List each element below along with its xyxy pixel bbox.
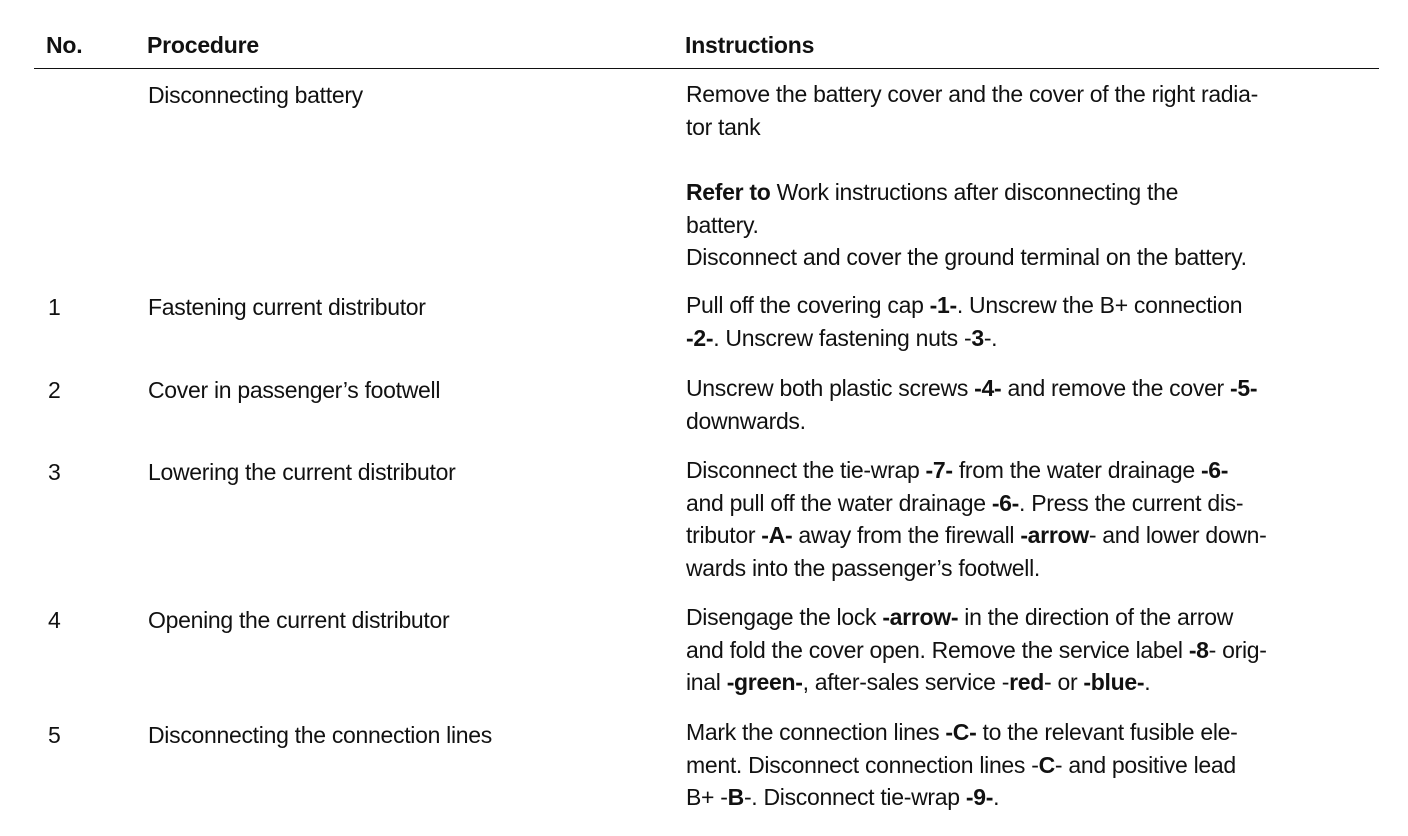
row-instructions <box>686 601 1267 699</box>
instruction-line: Mark the connection lines -C- to the relevant fusible ele- <box>686 719 1238 745</box>
header-rule <box>34 68 1379 69</box>
instruction-line: Disengage the lock -arrow- in the direction of the arrow <box>686 604 1234 630</box>
row-instructions <box>686 289 1242 354</box>
row-instructions <box>686 372 1257 437</box>
instruction-line: and pull off the water drainage -6-. Press the current dis- <box>686 489 1244 516</box>
row-procedure: Disconnecting battery <box>148 82 363 108</box>
instruction-line: tributor -A- away from the firewall -arrow- and lower down- <box>686 522 1267 548</box>
row-number: 5 <box>48 722 61 748</box>
header-procedure: Procedure <box>147 32 259 58</box>
row-procedure: Cover in passenger’s footwell <box>148 377 441 403</box>
instruction-line: Refer to Work instructions after disconnecting the <box>686 179 1179 205</box>
instruction-line: wards into the passenger’s footwell. <box>686 554 1040 581</box>
row-instructions <box>686 716 1238 814</box>
instruction-line: Unscrew both plastic screws -4- and remove the cover -5- <box>686 375 1258 401</box>
row-instructions <box>686 454 1267 584</box>
row-number: 1 <box>48 294 61 320</box>
row-procedure: Fastening current distributor <box>148 294 426 320</box>
instruction-line: tor tank <box>686 113 761 140</box>
instruction-line: and fold the cover open. Remove the service label -8- orig- <box>686 636 1267 663</box>
header-no: No. <box>46 32 83 58</box>
row-procedure: Lowering the current distributor <box>148 459 456 485</box>
row-number: 4 <box>48 607 61 633</box>
row-number: 3 <box>48 459 61 485</box>
instruction-line: -2-. Unscrew fastening nuts -3-. <box>686 324 998 351</box>
instruction-line: Remove the battery cover and the cover of the right radia- <box>686 81 1258 107</box>
instruction-line: inal -green-, after-sales service -red- or -blue-. <box>686 669 1151 695</box>
instruction-line: Disconnect the tie-wrap -7- from the water drainage -6- <box>686 457 1229 483</box>
row-procedure: Opening the current distributor <box>148 607 450 633</box>
instruction-line: battery. <box>686 211 759 238</box>
row-number: 2 <box>48 377 61 403</box>
instruction-line: downwards. <box>686 407 806 434</box>
instruction-line: Pull off the covering cap -1-. Unscrew the B+ connection <box>686 292 1243 318</box>
header-instructions: Instructions <box>685 32 815 58</box>
instruction-line: Disconnect and cover the ground terminal on the battery. <box>686 244 1247 270</box>
instruction-line: ment. Disconnect connection lines -C- and positive lead <box>686 751 1236 778</box>
row-instructions <box>686 78 1258 143</box>
row-procedure: Disconnecting the connection lines <box>148 722 492 748</box>
row-instructions <box>686 176 1247 274</box>
instruction-line: B+ -B-. Disconnect tie-wrap -9-. <box>686 784 1000 810</box>
